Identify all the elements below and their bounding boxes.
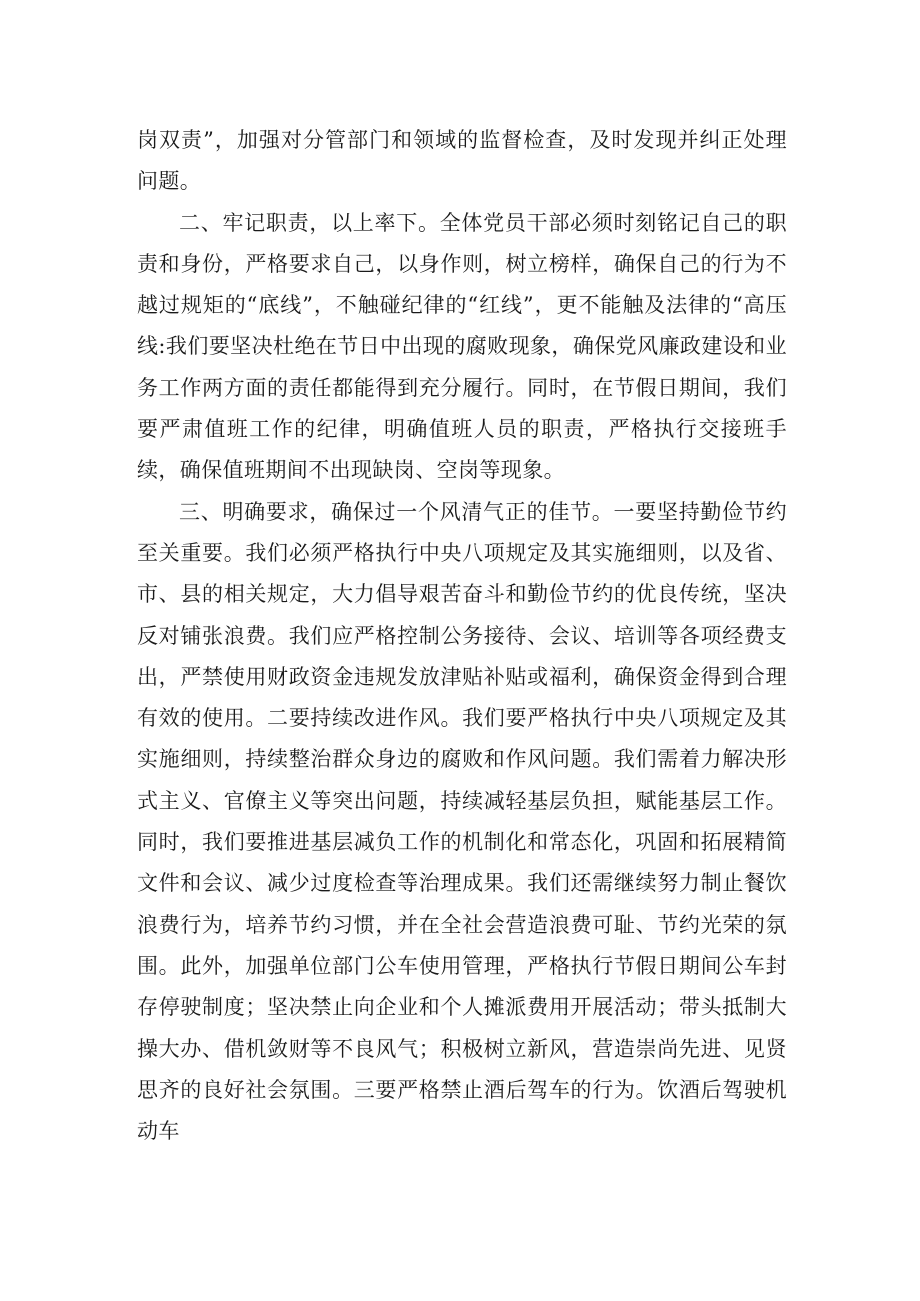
paragraph-continuation: 岗双责”，加强对分管部门和领域的监督检查，及时发现并纠正处理问题。 bbox=[137, 128, 787, 194]
paragraph-section-three: 三、明确要求，确保过一个风清气正的佳节。一要坚持勤俭节约至关重要。我们必须严格执行中央八项规定及其实施细则，以及省、市、县的相关规定，大力倡导艰苦奋斗和勤俭节约的优良传统，坚决反对铺张浪费。我们应严格控制公务接待、会议、培训等各项经费支出，严禁使用财政资金违规发放津贴补贴或福利，确保资金得到合理有效的使用。二要持续改进作风。我们要严格执行中央八项规定及其实施细则，持续整治群众身边的腐败和作风问题。我们需着力解决形式主义、官僚主义等突出问题，持续减轻基层负担，赋能基层工作。同时，我们要推进基层减负工作的机制化和常态化，巩固和拓展精简文件和会议、减少过度检查等治理成果。我们还需继续努力制止餐饮浪费行为，培养节约习惯，并在全社会营造浪费可耻、节约光荣的氛围。此外，加强单位部门公车使用管理，严格执行节假日期间公车封存停驶制度；坚决禁止向企业和个人摊派费用开展活动；带头抵制大操大办、借机敛财等不良风气；积极树立新风，营造崇尚先进、见贤思齐的良好社会氛围。三要严格禁止酒后驾车的行为。饮酒后驾驶机动车 bbox=[137, 499, 787, 1144]
document-body bbox=[137, 120, 787, 1152]
paragraph-section-two: 二、牢记职责，以上率下。全体党员干部必须时刻铭记自己的职责和身份，严格要求自己，以身作则，树立榜样，确保自己的行为不越过规矩的“底线”，不触碰纪律的“红线”，更不能触及法律的“高压线:我们要坚决杜绝在节日中出现的腐败现象，确保党风廉政建设和业务工作两方面的责任都能得到充分履行。同时，在节假日期间，我们要严肃值班工作的纪律，明确值班人员的职责，严格执行交接班手续，确保值班期间不出现缺岗、空岗等现象。 bbox=[137, 210, 787, 483]
